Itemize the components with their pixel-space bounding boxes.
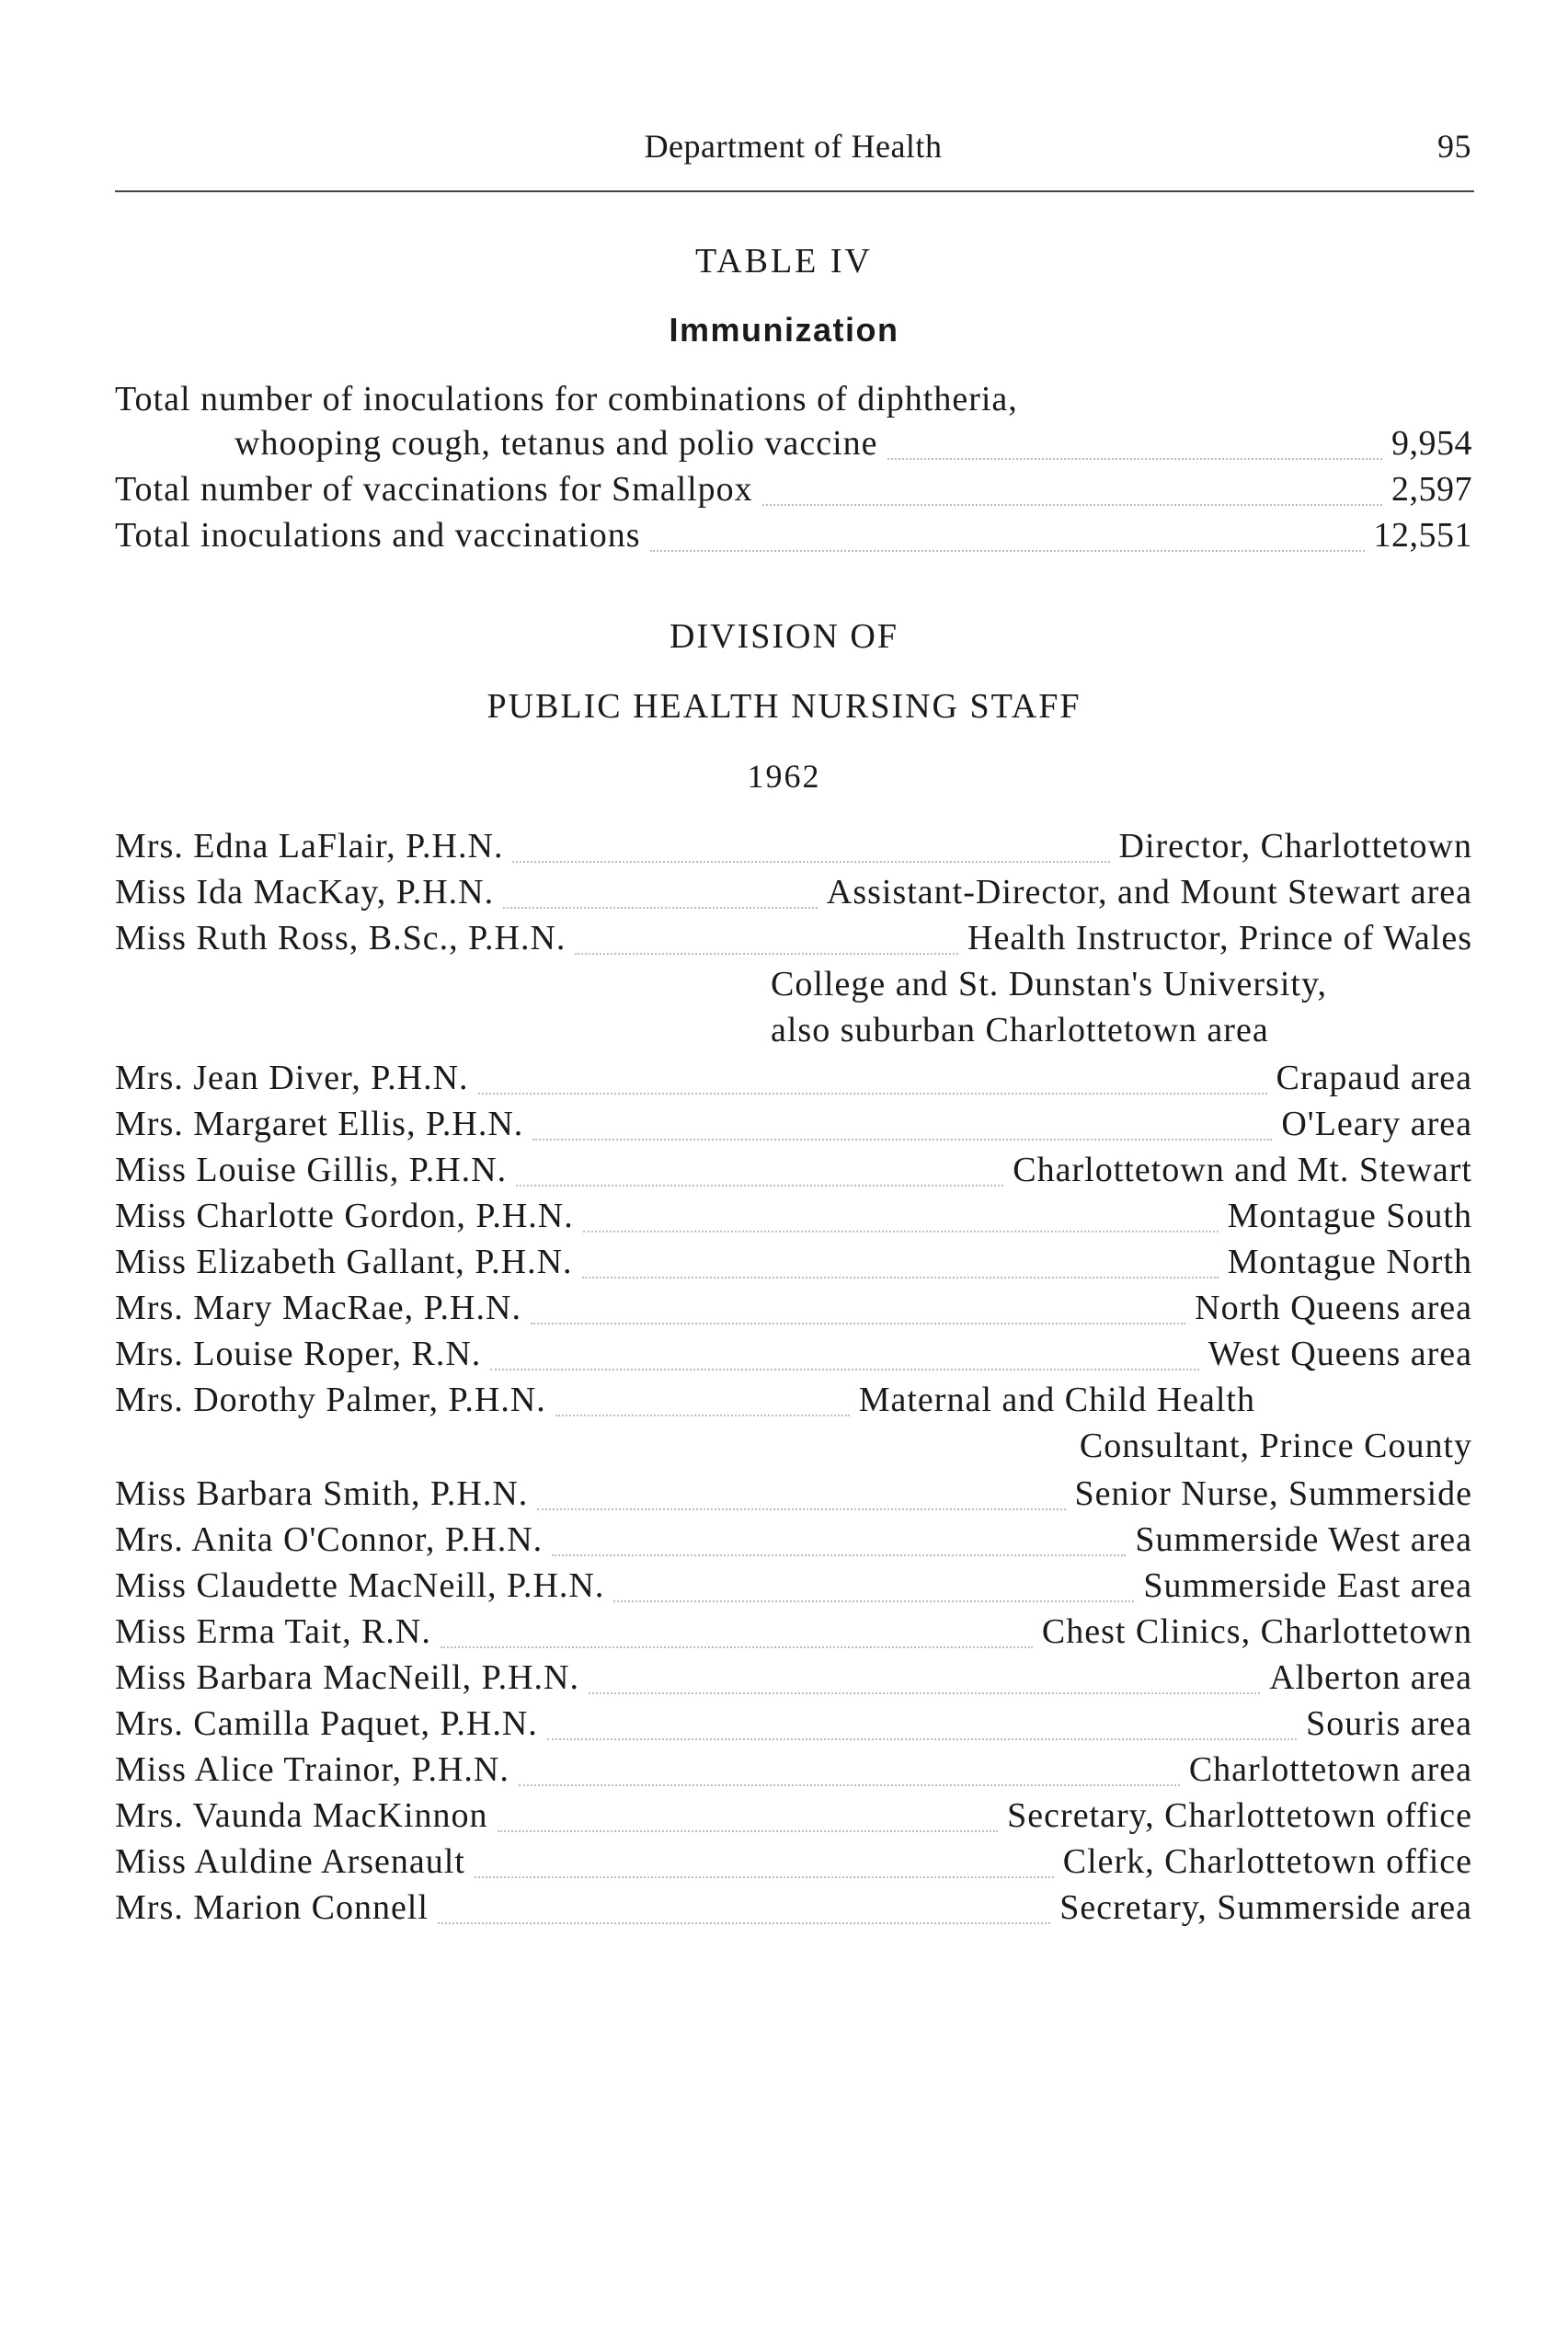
staff-role-continued: Consultant, Prince County	[1079, 1427, 1472, 1465]
immunization-label: whooping cough, tetanus and polio vaccine	[235, 424, 878, 463]
staff-name: Mrs. Camilla Paquet, P.H.N.	[115, 1704, 538, 1743]
leader-dots	[531, 1322, 1185, 1324]
staff-role: Maternal and Child Health	[858, 1381, 1255, 1419]
division-subheading: PUBLIC HEALTH NURSING STAFF	[486, 687, 1082, 726]
staff-row	[115, 1703, 1472, 1751]
staff-role: Summerside East area	[1143, 1566, 1472, 1605]
staff-name: Mrs. Louise Roper, R.N.	[115, 1335, 482, 1373]
immunization-value: 9,954	[1391, 424, 1472, 463]
staff-row	[115, 872, 1472, 920]
leader-dots	[475, 1875, 1054, 1878]
staff-name: Mrs. Anita O'Connor, P.H.N.	[115, 1520, 544, 1559]
staff-role: Charlottetown and Mt. Stewart	[1013, 1151, 1472, 1189]
leader-dots	[613, 1599, 1134, 1602]
staff-row	[115, 1565, 1472, 1613]
staff-name: Mrs. Margaret Ellis, P.H.N.	[115, 1105, 524, 1143]
leader-dots	[503, 906, 818, 909]
staff-role: Summerside West area	[1135, 1520, 1472, 1559]
staff-name: Miss Charlotte Gordon, P.H.N.	[115, 1197, 574, 1235]
staff-role: Clerk, Charlottetown office	[1062, 1842, 1472, 1881]
leader-dots	[512, 860, 1109, 863]
immunization-row-3	[115, 515, 1472, 563]
leader-dots	[555, 1414, 850, 1416]
immunization-label: Total inoculations and vaccinations	[115, 516, 641, 555]
header-rule	[115, 190, 1474, 192]
running-header	[115, 127, 1471, 182]
staff-role-continued: College and St. Dunstan's University,	[771, 965, 1327, 1003]
immunization-line-1: Total number of inoculations for combinations of diphtheria,	[115, 380, 1018, 418]
staff-name: Mrs. Jean Diver, P.H.N.	[115, 1059, 469, 1097]
staff-role: North Queens area	[1195, 1289, 1472, 1327]
immunization-value: 12,551	[1373, 516, 1472, 555]
staff-role: Secretary, Summerside area	[1059, 1888, 1472, 1927]
staff-row	[115, 1334, 1472, 1381]
staff-role: Crapaud area	[1276, 1059, 1472, 1097]
staff-name: Miss Claudette MacNeill, P.H.N.	[115, 1566, 605, 1605]
staff-role: Secretary, Charlottetown office	[1007, 1796, 1472, 1835]
staff-row	[115, 1380, 1255, 1427]
staff-role: Montague South	[1227, 1197, 1472, 1235]
staff-name: Miss Erma Tait, R.N.	[115, 1612, 431, 1651]
staff-name: Miss Barbara MacNeill, P.H.N.	[115, 1658, 579, 1697]
staff-name: Miss Barbara Smith, P.H.N.	[115, 1474, 529, 1513]
staff-row	[115, 1841, 1472, 1889]
leader-dots	[887, 457, 1382, 460]
leader-dots	[441, 1645, 1033, 1648]
staff-name: Mrs. Dorothy Palmer, P.H.N.	[115, 1381, 546, 1419]
staff-role: Charlottetown area	[1188, 1750, 1472, 1789]
staff-role: Chest Clinics, Charlottetown	[1041, 1612, 1472, 1651]
leader-dots	[498, 1829, 999, 1832]
leader-dots	[516, 1184, 1003, 1186]
staff-name: Mrs. Edna LaFlair, P.H.N.	[115, 827, 504, 865]
division-year: 1962	[747, 758, 821, 795]
staff-row	[115, 1058, 1472, 1106]
immunization-label: Total number of vaccinations for Smallpox	[115, 470, 753, 509]
staff-row	[115, 1242, 1472, 1290]
immunization-row-1	[235, 423, 1472, 471]
staff-name: Miss Auldine Arsenault	[115, 1842, 465, 1881]
staff-row	[115, 1473, 1472, 1521]
staff-role: Alberton area	[1269, 1658, 1472, 1697]
leader-dots	[583, 1230, 1219, 1232]
staff-role-continued: also suburban Charlottetown area	[771, 1011, 1269, 1049]
staff-name: Mrs. Marion Connell	[115, 1888, 429, 1927]
leader-dots	[438, 1921, 1050, 1924]
header-title: Department of Health	[644, 128, 943, 165]
staff-role: Health Instructor, Prince of Wales	[967, 919, 1472, 957]
staff-row	[115, 1611, 1472, 1659]
immunization-row-2	[115, 469, 1472, 517]
staff-row	[115, 1519, 1472, 1567]
page-number: 95	[1437, 128, 1471, 165]
staff-row	[115, 826, 1472, 874]
leader-dots	[547, 1737, 1297, 1740]
staff-name: Miss Louise Gillis, P.H.N.	[115, 1151, 508, 1189]
leader-dots	[582, 1276, 1219, 1278]
division-heading: DIVISION OF	[670, 617, 898, 656]
staff-row	[115, 1150, 1472, 1198]
leader-dots	[762, 503, 1382, 506]
leader-dots	[650, 549, 1365, 552]
leader-dots	[589, 1691, 1260, 1694]
staff-role: Senior Nurse, Summerside	[1074, 1474, 1472, 1513]
staff-row	[115, 1196, 1472, 1244]
leader-dots	[537, 1507, 1065, 1510]
immunization-value: 2,597	[1391, 470, 1472, 509]
leader-dots	[490, 1368, 1198, 1370]
staff-name: Miss Ruth Ross, B.Sc., P.H.N.	[115, 919, 567, 957]
staff-role: Montague North	[1227, 1243, 1472, 1281]
staff-name: Miss Ida MacKay, P.H.N.	[115, 873, 495, 911]
staff-name: Miss Alice Trainor, P.H.N.	[115, 1750, 509, 1789]
leader-dots	[532, 1138, 1272, 1141]
staff-row	[115, 918, 1472, 966]
staff-row	[115, 1657, 1472, 1705]
table-heading: TABLE IV	[695, 242, 873, 281]
staff-role: Director, Charlottetown	[1118, 827, 1472, 865]
staff-role: O'Leary area	[1281, 1105, 1472, 1143]
staff-role: West Queens area	[1207, 1335, 1472, 1373]
leader-dots	[519, 1783, 1180, 1786]
leader-dots	[478, 1092, 1267, 1095]
staff-name: Miss Elizabeth Gallant, P.H.N.	[115, 1243, 573, 1281]
staff-row	[115, 1887, 1472, 1935]
staff-row	[115, 1104, 1472, 1152]
staff-role: Souris area	[1306, 1704, 1472, 1743]
staff-row	[115, 1288, 1472, 1335]
staff-name: Mrs. Mary MacRae, P.H.N.	[115, 1289, 521, 1327]
staff-row	[115, 1749, 1472, 1797]
staff-row	[115, 1795, 1472, 1843]
staff-name: Mrs. Vaunda MacKinnon	[115, 1796, 488, 1835]
table-subheading: Immunization	[669, 311, 899, 349]
staff-role: Assistant-Director, and Mount Stewart area	[826, 873, 1472, 911]
leader-dots	[552, 1553, 1126, 1556]
leader-dots	[575, 952, 958, 955]
